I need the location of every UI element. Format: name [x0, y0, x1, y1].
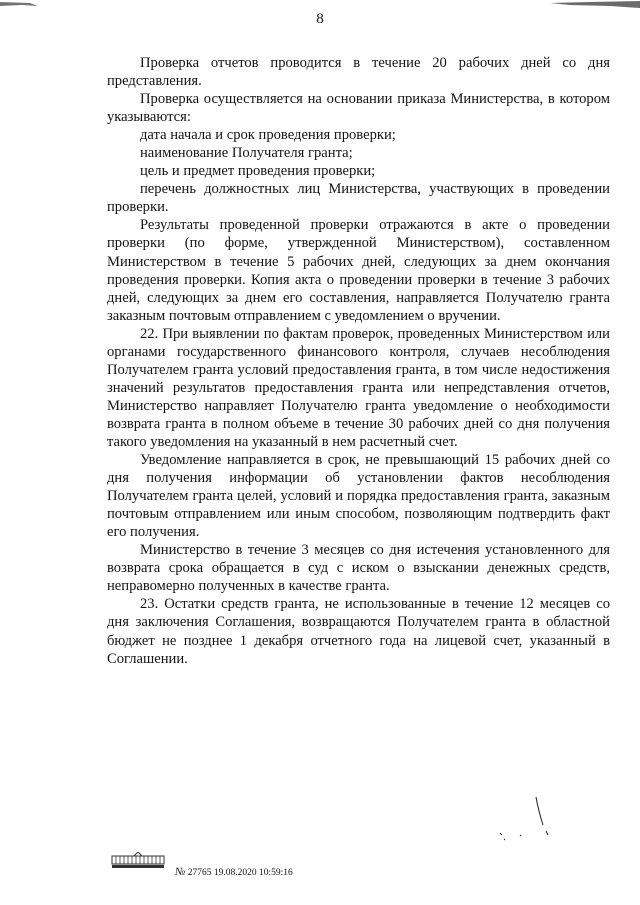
paragraph: Проверка осуществляется на основании приказа Министерства, в котором указываются: [107, 91, 610, 126]
registry-building-logo [110, 852, 166, 870]
paragraph: Результаты проведенной проверки отражаются в акте о проведении проверки (по форме, утвержденной Министерством), составленном Министерством в течение 5 рабочих дней, следующих за днем окончания проведения проверки. Копия акта о проведении проверки в течение 3 рабочих дней, следующих за днем его составления, направляется Получателю гранта заказным почтовым отправлением с уведомлением о вручении. [107, 217, 610, 324]
scan-artifact-top-left [0, 0, 40, 10]
document-body [107, 54, 610, 668]
registration-number [175, 866, 293, 879]
scan-artifact-top-right [550, 0, 640, 10]
paragraph: дата начала и срок проведения проверки; [140, 127, 396, 144]
paragraph-clause-23: 23. Остатки средств гранта, не использованные в течение 12 месяцев со дня заключения Соглашения, возвращаются Получателем гранта в областной бюджет не позднее 1 декабря отчетного года на лицевой счет, указанный в Соглашении. [107, 596, 610, 667]
paragraph-clause-22: 22. При выявлении по фактам проверок, проведенных Министерством или органами государственного финансового контроля, случаев несоблюдения Получателем гранта условий предоставления гранта, в том числе недостижения значений результатов предоставления гранта или непредставления отчетов, Министерство направляет Получателю гранта уведомление о необходимости возврата гранта в полном объеме в течение 30 рабочих дней со дня получения такого уведомления на указанный в нем расчетный счет. [107, 325, 610, 450]
number-sign: № [175, 866, 186, 878]
registration-datetime: 19.08.2020 10:59:16 [213, 868, 293, 878]
signature-pen-marks [480, 795, 560, 855]
page-number: 8 [316, 11, 324, 27]
paragraph: Министерство в течение 3 месяцев со дня истечения установленного для возврата срока обращается в суд с иском о взыскании денежных средств, неправомерно полученных в качестве гранта. [107, 542, 610, 595]
paragraph: Уведомление направляется в срок, не превышающий 15 рабочих дней со дня получения информации об установлении фактов несоблюдения Получателем гранта целей, условий и порядка предоставления гранта, заказным почтовым отправлением или иным способом, позволяющим подтвердить факт его получения. [107, 452, 610, 541]
paragraph: перечень должностных лиц Министерства, участвующих в проведении проверки. [107, 181, 610, 216]
registration-number-value: 27765 [187, 868, 212, 878]
paragraph: цель и предмет проведения проверки; [140, 163, 376, 180]
paragraph: Проверка отчетов проводится в течение 20 рабочих дней со дня представления. [107, 55, 610, 90]
paragraph: наименование Получателя гранта; [140, 145, 353, 162]
